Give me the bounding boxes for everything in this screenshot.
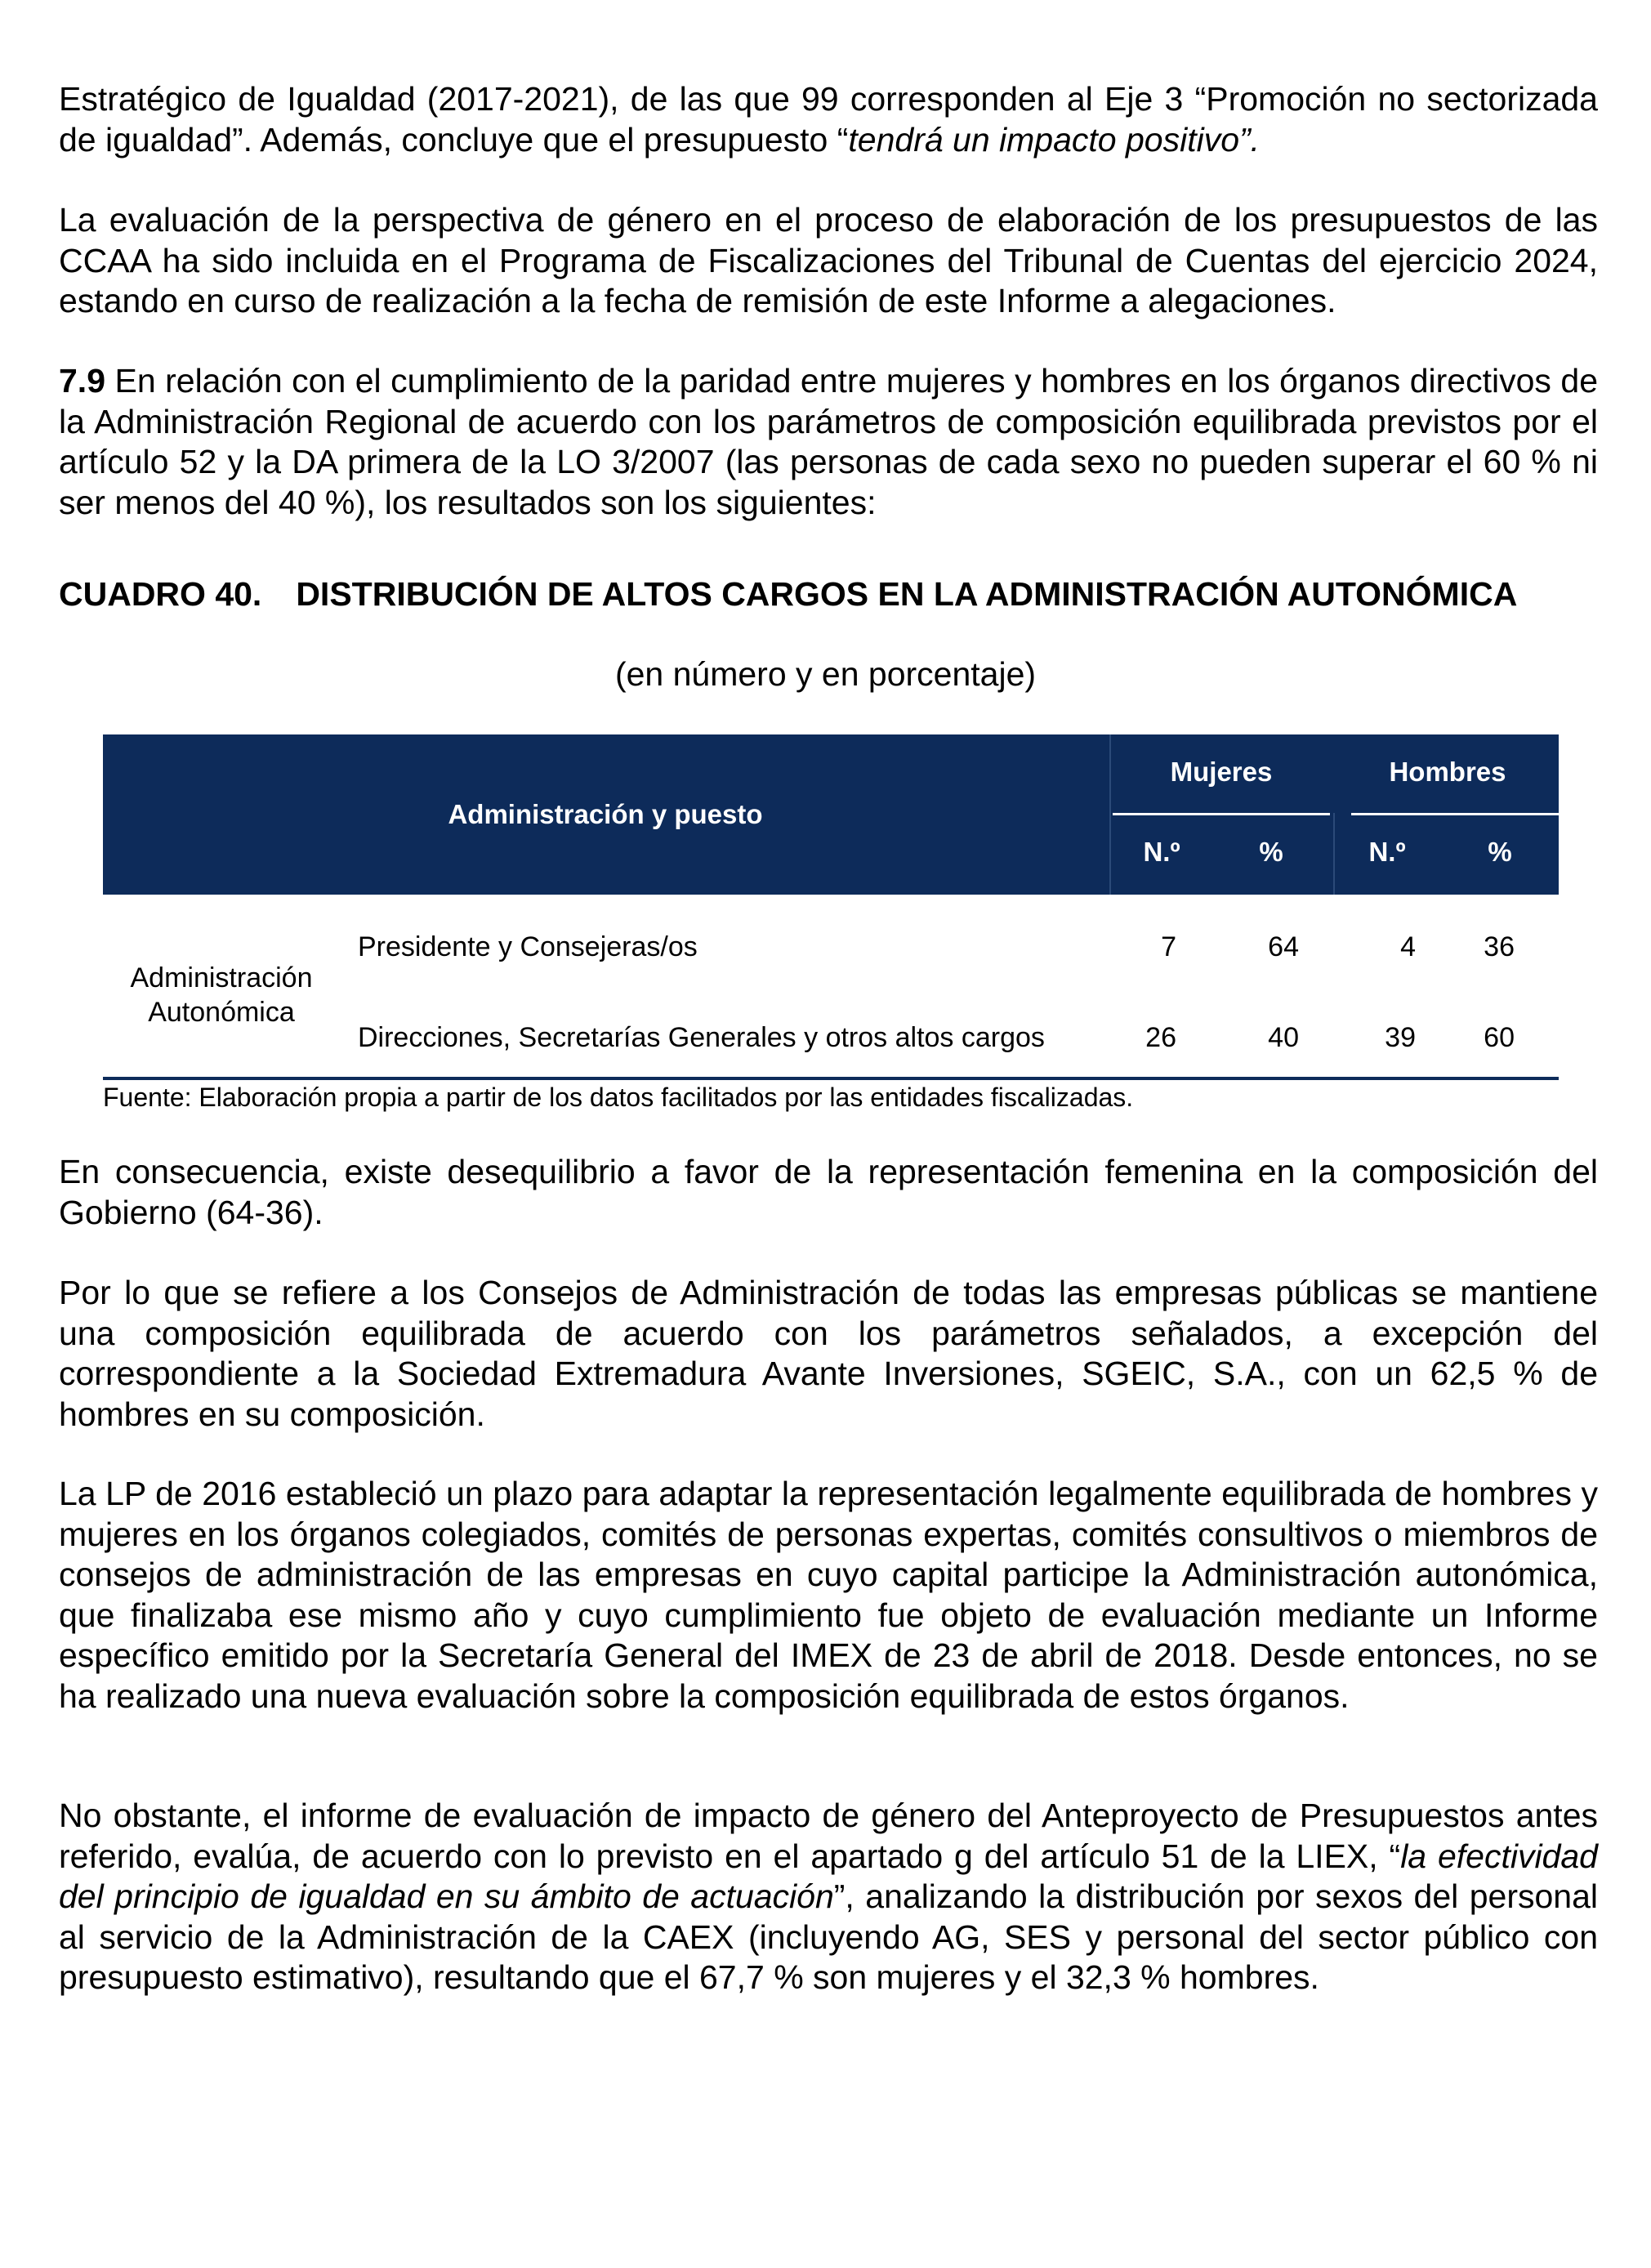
after-paragraph-4 [59,1796,1598,1998]
intro-italic-text: tendrá un impacto positivo”. [848,120,1261,158]
table-header [103,734,1559,895]
after-paragraph-3 [59,1474,1598,1717]
after-paragraph-4-text-a: No obstante, el informe de evaluación de impacto de género del Anteproyecto de Presupuestos antes referido, evalúa, de acuerdo con lo previsto en el apartado g del artículo 51 de la LIEX, “ [59,1797,1598,1875]
section-number: 7.9 [59,362,105,400]
row-men-pct: 36 [1484,931,1515,962]
table-title [59,574,1517,614]
header-vertical-divider-2 [1333,813,1335,895]
after-paragraph-4-italic: la efectividad del principio de igualdad en su ámbito de actuación [59,1837,1598,1915]
header-hombres-num: N.º [1368,837,1406,867]
after-paragraph-3-text: La LP de 2016 estableció un plazo para adaptar la representación legalmente equilibrada de hombres y mujeres en los órganos colegiados, comités de personas expertas, comités consultivos o miembros de consejos de administración de las empresas en cuyo capital participe la Administración autonómica, que finalizaba ese mismo año y cuyo cumplimiento fue objeto de evaluación mediante un Informe específico emitido por la Secretaría General del IMEX de 23 de abril de 2018. Desde entonces, no se ha realizado una nueva evaluación sobre la composición equilibrada de estos órganos. [59,1475,1598,1715]
group-label [103,961,340,1029]
group-label-line-1: Administración [130,962,313,993]
after-paragraph-1-text: En consecuencia, existe desequilibrio a favor de la representación femenina en la composición del Gobierno (64-36). [59,1153,1598,1231]
header-mujeres-num: N.º [1143,837,1180,867]
row-women-pct: 64 [1268,931,1299,962]
row-men-num: 4 [1400,931,1416,962]
header-divider-hombres [1351,813,1559,815]
row-women-num: 7 [1161,931,1176,962]
row-women-num: 26 [1145,1022,1176,1053]
intro-paragraph-1 [59,79,1598,160]
intro-text: Estratégico de Igualdad (2017-2021), de las que 99 corresponden al Eje 3 “Promoción no sectorizada de igualdad”. Además, concluye que el presupuesto “ [59,80,1598,158]
header-divider-mujeres [1113,813,1330,815]
section-7-9-paragraph [59,361,1598,523]
header-mujeres-pct: % [1259,837,1283,867]
row-post: Presidente y Consejeras/os [358,931,698,962]
row-post: Direcciones, Secretarías Generales y otros altos cargos [358,1022,1045,1053]
header-mujeres: Mujeres [1170,757,1273,787]
after-paragraph-2-text: Por lo que se refiere a los Consejos de Administración de todas las empresas públicas se mantiene una composición equilibrada de acuerdo con los parámetros señalados, a excepción del correspondiente a la Sociedad Extremadura Avante Inversiones, SGEIC, S.A., con un 62,5 % de hombres en su composición. [59,1274,1598,1433]
group-label-line-2: Autonómica [148,997,295,1028]
row-women-pct: 40 [1268,1022,1299,1053]
header-vertical-divider-1 [1109,734,1111,895]
after-paragraph-4-text-b: ”, analizando la distribución por sexos del personal al servicio de la Administración de la CAEX (incluyendo AG, SES y personal del sector público con presupuesto estimativo), resultando que el 67,7 % son mujeres y el 32,3 % hombres. [59,1877,1598,1996]
header-administracion-puesto: Administración y puesto [448,799,763,829]
section-text: En relación con el cumplimiento de la paridad entre mujeres y hombres en los órganos directivos de la Administración Regional de acuerdo con los parámetros de composición equilibrada previstos por el artículo 52 y la DA primera de la LO 3/2007 (las personas de cada sexo no pueden superar el 60 % ni ser menos del 40 %), los resultados son los siguientes: [59,362,1598,521]
row-men-num: 39 [1385,1022,1416,1053]
row-men-pct: 60 [1484,1022,1515,1053]
table-subtitle: (en número y en porcentaje) [614,655,1037,693]
after-paragraph-1 [59,1152,1598,1233]
intro-paragraph-2 [59,200,1598,322]
header-hombres: Hombres [1389,757,1506,787]
table-number: CUADRO 40. [59,575,262,613]
header-hombres-pct: % [1488,837,1512,867]
after-paragraph-2 [59,1273,1598,1435]
intro-paragraph-2-text: La evaluación de la perspectiva de género en el proceso de elaboración de los presupuestos de las CCAA ha sido incluida en el Programa de Fiscalizaciones del Tribunal de Cuentas del ejercicio 2024, estando en curso de realización a la fecha de remisión de este Informe a alegaciones. [59,201,1598,319]
table-title-text: DISTRIBUCIÓN DE ALTOS CARGOS EN LA ADMINISTRACIÓN AUTONÓMICA [296,575,1518,613]
table-source: Fuente: Elaboración propia a partir de los datos facilitados por las entidades fiscalizadas. [103,1083,1134,1112]
